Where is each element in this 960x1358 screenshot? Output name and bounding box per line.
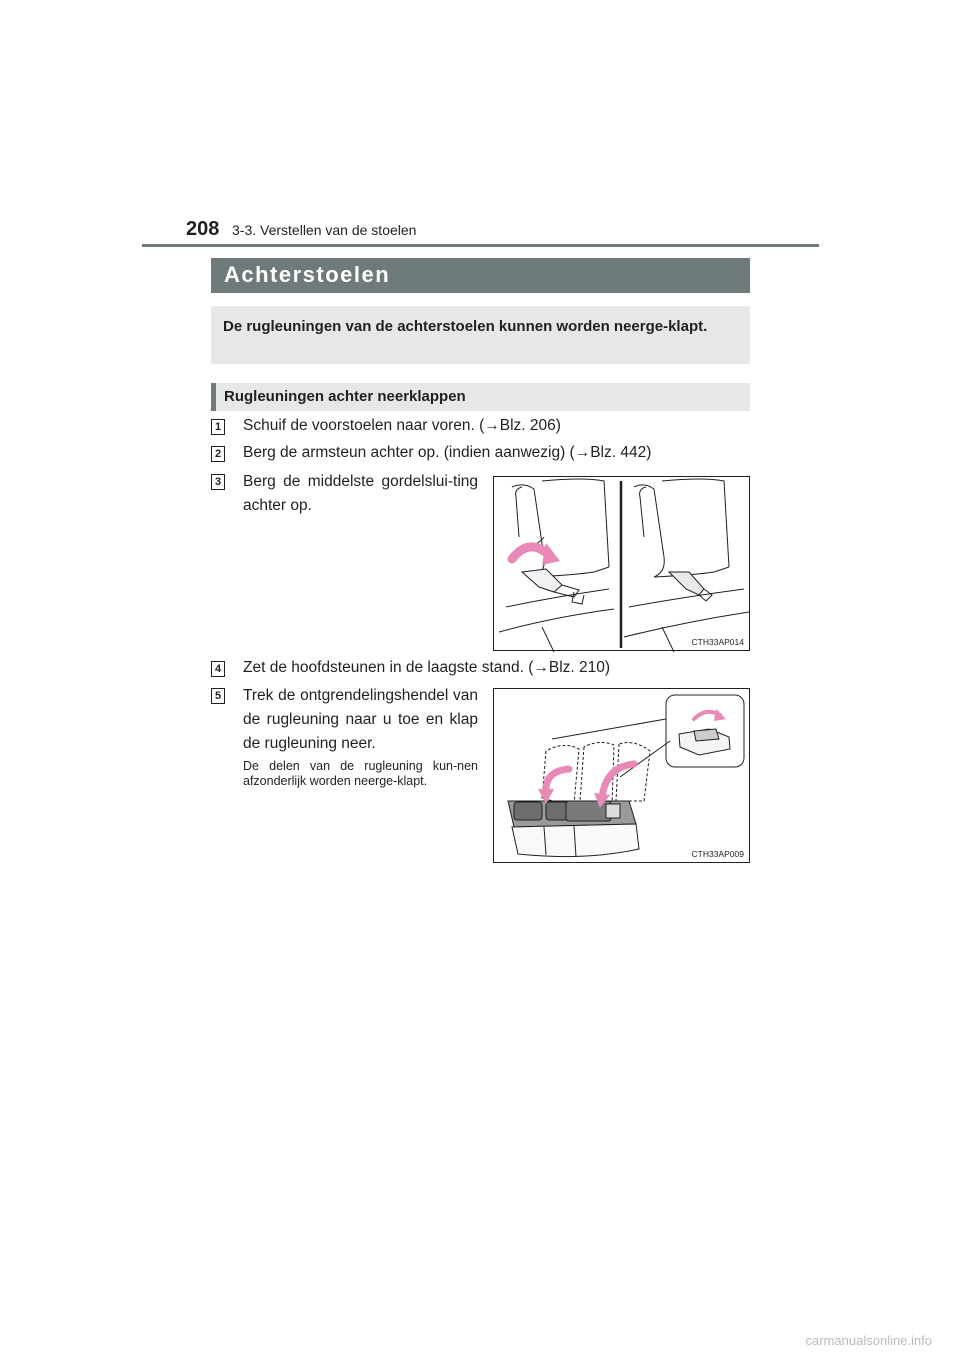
figure-seat-belt-buckle <box>493 476 750 651</box>
step-text-4: Zet de hoofdsteunen in de laagste stand. (→Blz. 210) <box>243 659 611 676</box>
step-5-note: De delen van de rugleuning kun-nen afzonderlijk worden neerge-klapt. <box>243 759 478 788</box>
intro-band <box>211 306 750 364</box>
fold-seatback-illustration <box>494 689 751 864</box>
subheading-bar <box>211 383 750 411</box>
step-text-5: Trek de ontgrendelingshendel van de rugleuning naar u toe en klap de rugleuning neer. <box>243 687 478 752</box>
page-number: 208 <box>186 218 220 240</box>
step-number-1: 1 <box>211 419 225 435</box>
figure-fold-seatback <box>493 688 750 863</box>
step-text-1: Schuif de voorstoelen naar voren. (→Blz. 206) <box>243 417 561 434</box>
figure-code-2: CTH33AP009 <box>691 849 744 859</box>
seat-belt-buckle-illustration <box>494 477 751 652</box>
section-label: 3-3. Verstellen van de stoelen <box>232 222 417 238</box>
step-number-4: 4 <box>211 661 225 677</box>
page-title: Achterstoelen <box>224 262 391 287</box>
step-number-5: 5 <box>211 688 225 704</box>
step-number-2: 2 <box>211 446 225 462</box>
step-text-3: Berg de middelste gordelslui-ting achter op. <box>243 473 478 514</box>
subheading: Rugleuningen achter neerklappen <box>224 388 466 405</box>
title-bar <box>211 258 750 293</box>
step-text-2: Berg de armsteun achter op. (indien aanwezig) (→Blz. 442) <box>243 444 652 461</box>
watermark: carmanualsonline.info <box>805 1333 932 1348</box>
figure-code-1: CTH33AP014 <box>691 637 744 647</box>
step-number-3: 3 <box>211 474 225 490</box>
intro-text: De rugleuningen van de achterstoelen kunnen worden neerge-klapt. <box>223 318 708 335</box>
header-rule <box>142 244 819 247</box>
